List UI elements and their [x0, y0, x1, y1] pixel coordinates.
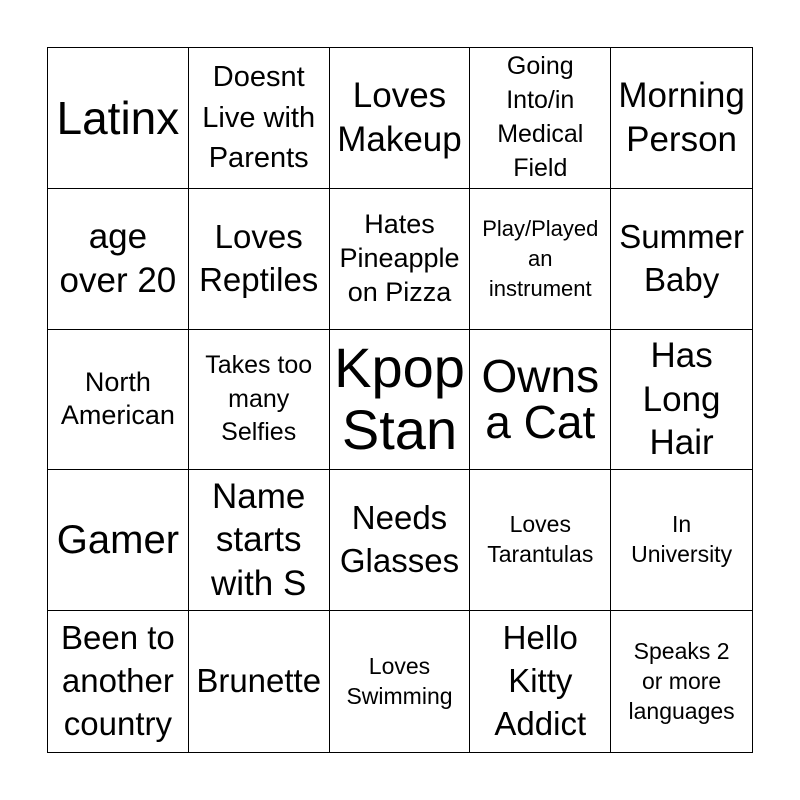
bingo-cell-7[interactable] — [189, 189, 330, 330]
bingo-cell-2[interactable] — [189, 48, 330, 189]
cell-text: Doesnt Live with Parents — [202, 61, 316, 175]
cell-text: Loves Reptiles — [199, 217, 319, 298]
cell-text: Takes too many Selfies — [205, 350, 313, 447]
bingo-cell-20[interactable] — [611, 470, 752, 611]
cell-text: Play/Played an instrument — [482, 216, 599, 301]
bingo-cell-17[interactable] — [189, 470, 330, 611]
bingo-cell-21[interactable] — [48, 611, 189, 752]
cell-text: Morning Person — [618, 76, 745, 159]
cell-text: Brunette — [196, 662, 322, 700]
bingo-grid — [48, 48, 752, 752]
cell-text: North American — [60, 366, 175, 431]
bingo-board — [47, 47, 753, 753]
bingo-cell-10[interactable] — [611, 189, 752, 330]
cell-text: Has Long Hair — [642, 335, 721, 463]
cell-text: Loves Makeup — [337, 76, 462, 159]
cell-text: Gamer — [56, 518, 180, 563]
cell-text: Loves Tarantulas — [487, 511, 594, 568]
bingo-cell-16[interactable] — [48, 470, 189, 611]
cell-text: Name starts with S — [211, 476, 307, 604]
bingo-cell-23[interactable] — [330, 611, 471, 752]
cell-text: Owns a Cat — [481, 350, 600, 449]
cell-text: Kpop Stan — [334, 335, 465, 462]
cell-text: Latinx — [56, 91, 180, 144]
bingo-cell-22[interactable] — [189, 611, 330, 752]
bingo-cell-3[interactable] — [330, 48, 471, 189]
bingo-cell-25[interactable] — [611, 611, 752, 752]
bingo-cell-9[interactable] — [470, 189, 611, 330]
bingo-cell-4[interactable] — [470, 48, 611, 189]
cell-text: Needs Glasses — [339, 499, 460, 580]
bingo-cell-24[interactable] — [470, 611, 611, 752]
bingo-cell-8[interactable] — [330, 189, 471, 330]
bingo-cell-13[interactable] — [330, 330, 471, 471]
bingo-cell-12[interactable] — [189, 330, 330, 471]
bingo-cell-19[interactable] — [470, 470, 611, 611]
bingo-cell-15[interactable] — [611, 330, 752, 471]
bingo-cell-5[interactable] — [611, 48, 752, 189]
cell-text: Hates Pineapple on Pizza — [339, 209, 460, 307]
cell-text: Loves Swimming — [346, 652, 453, 709]
cell-text: Going Into/in Medical Field — [497, 52, 584, 182]
cell-text: In University — [631, 511, 733, 568]
bingo-cell-1[interactable] — [48, 48, 189, 189]
bingo-cell-6[interactable] — [48, 189, 189, 330]
cell-text: Speaks 2 or more languages — [628, 637, 735, 724]
bingo-cell-11[interactable] — [48, 330, 189, 471]
bingo-cell-14[interactable] — [470, 330, 611, 471]
cell-text: age over 20 — [59, 216, 177, 300]
bingo-cell-18[interactable] — [330, 470, 471, 611]
cell-text: Hello Kitty Addict — [494, 619, 587, 743]
cell-text: Summer Baby — [619, 217, 744, 298]
cell-text: Been to another country — [61, 619, 175, 743]
